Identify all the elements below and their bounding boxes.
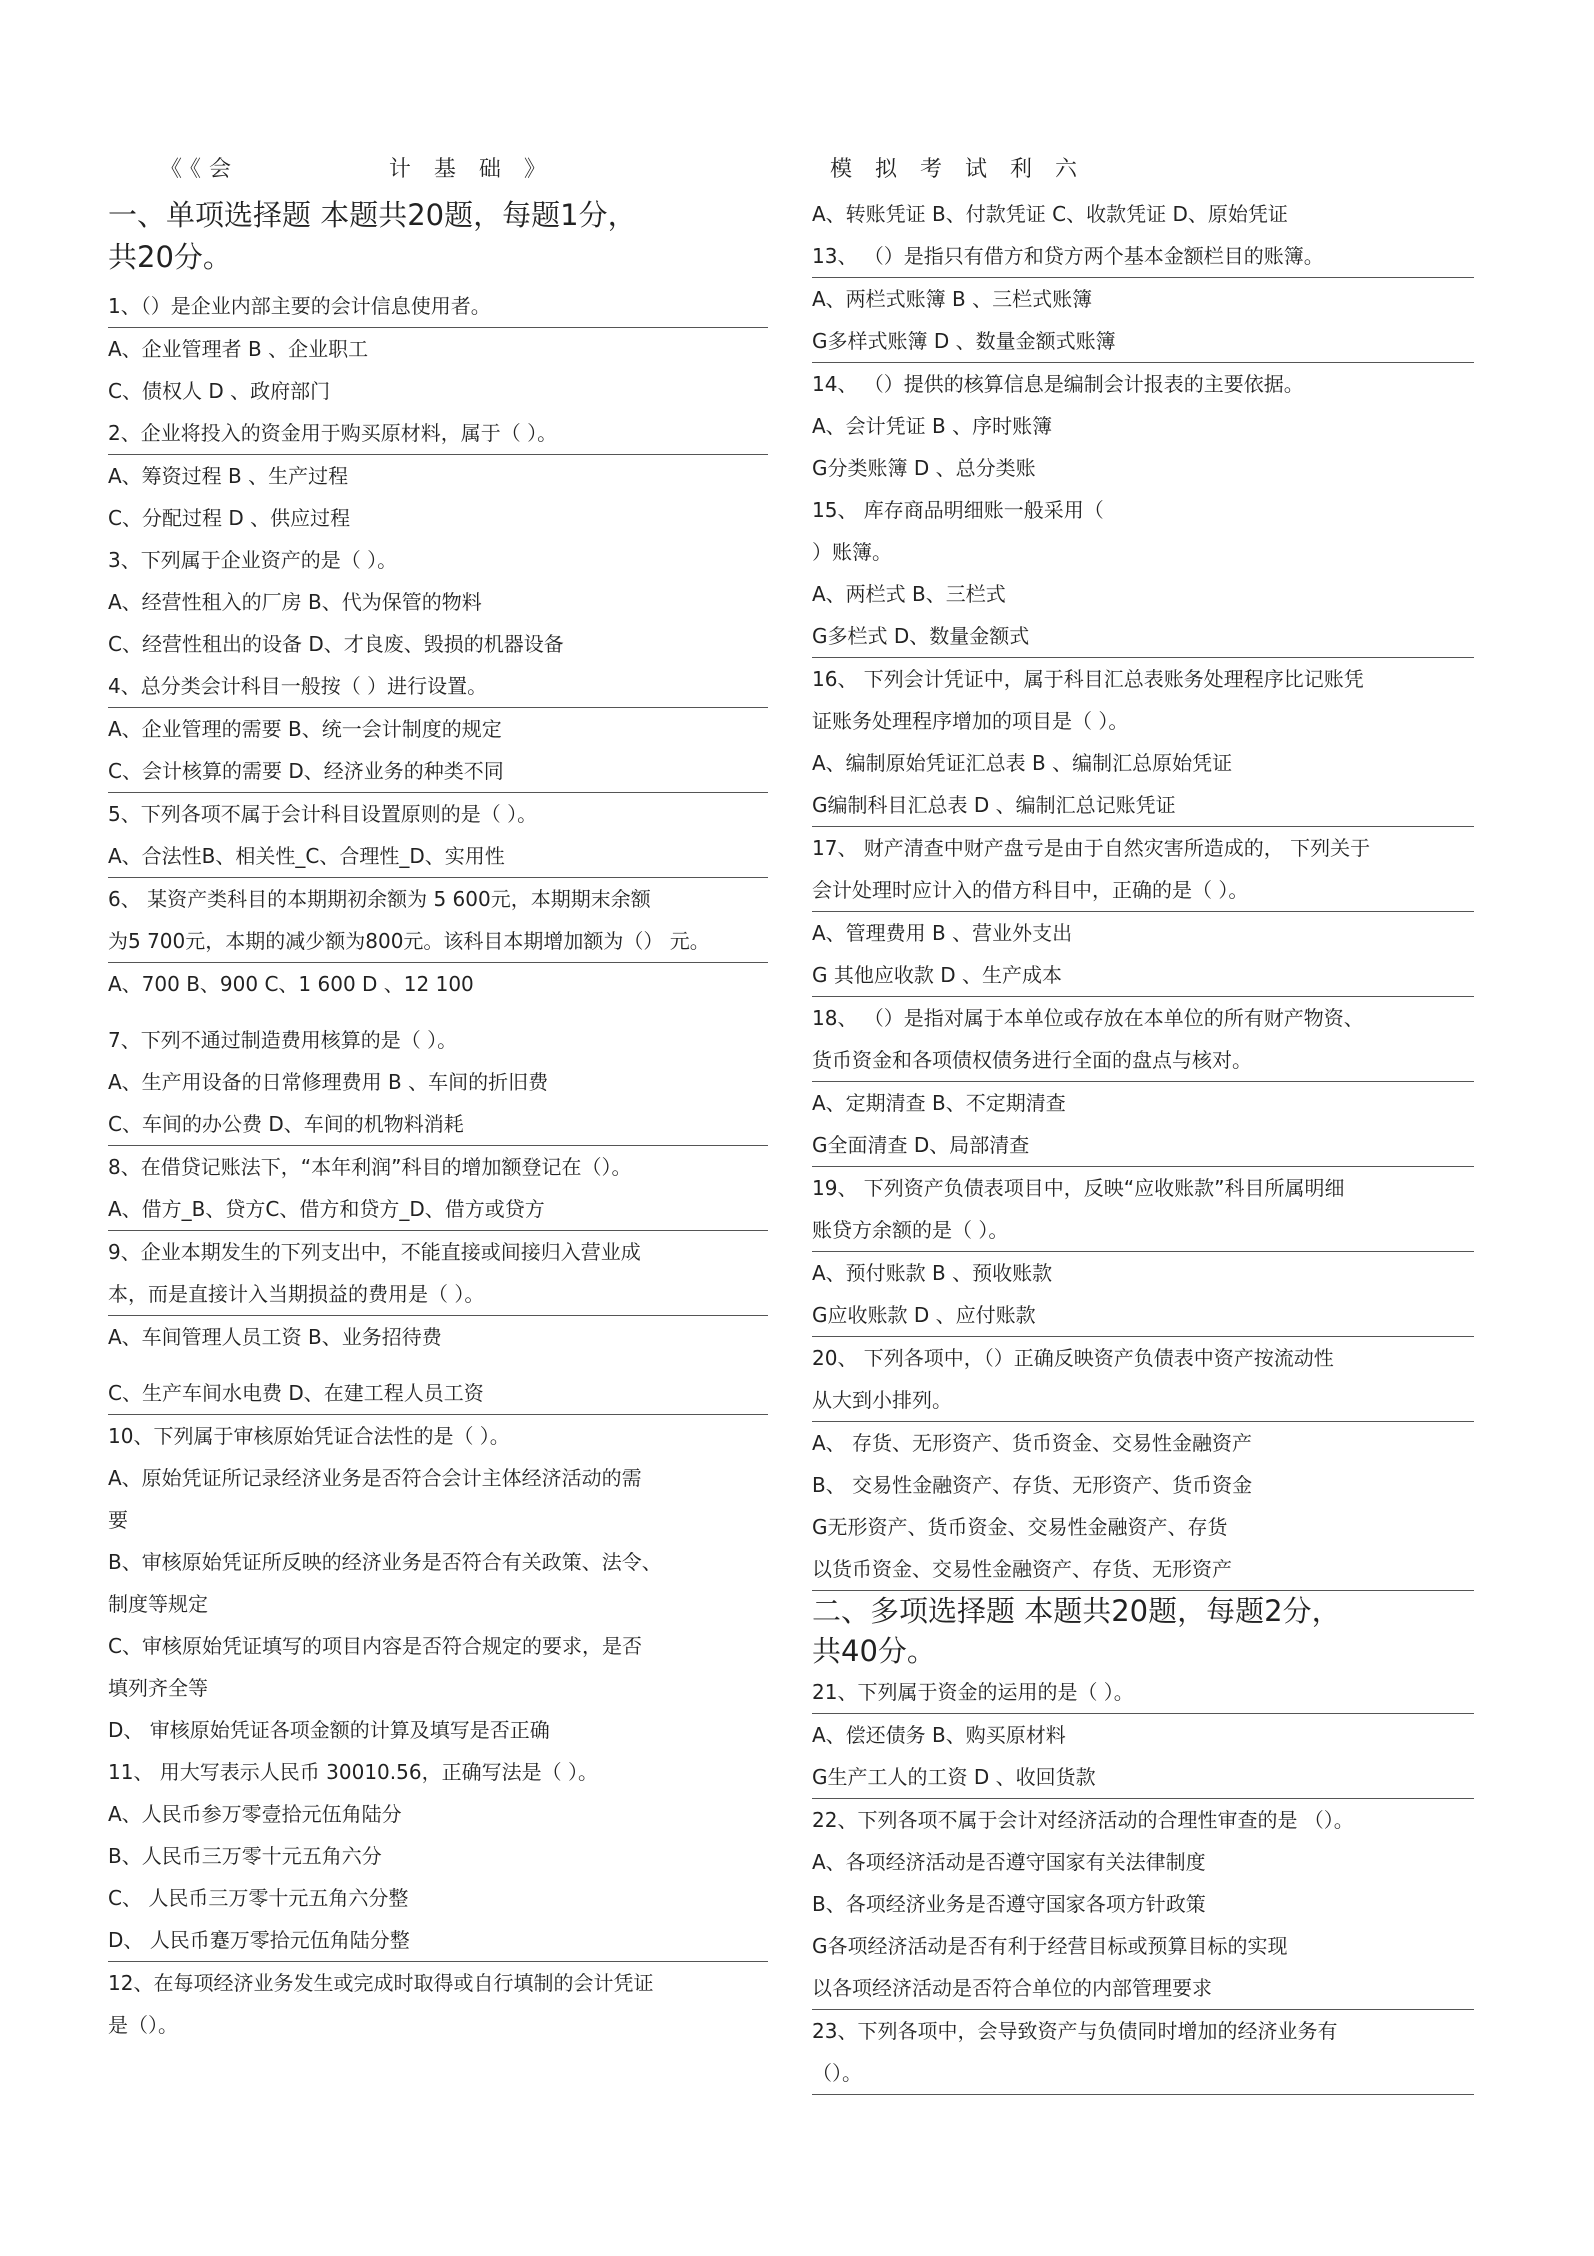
question-line: 14、 （）提供的核算信息是编制会计报表的主要依据。 xyxy=(812,372,1304,396)
question-line: 3、下列属于企业资产的是（ ）。 xyxy=(108,548,398,572)
option-line: G多栏式 D、数量金额式 xyxy=(812,615,1474,658)
option-line: 以货币资金、交易性金融资产、存货、无形资产 xyxy=(812,1548,1474,1591)
option-line: A、定期清查 B、不定期清查 xyxy=(812,1091,1066,1115)
option-line: A、企业管理者 B 、企业职工 xyxy=(108,337,369,361)
option-line: 填列齐全等 xyxy=(108,1676,208,1700)
question-line: 会计处理时应计入的借方科目中，正确的是（ ）。 xyxy=(812,869,1474,912)
header-title-right: 模 拟 考 试 利 六 xyxy=(830,157,1085,182)
question-line: 13、 （）是指只有借方和贷方两个基本金额栏目的账簿。 xyxy=(812,235,1474,278)
option-line: B、人民币三万零十元五角六分 xyxy=(108,1844,382,1868)
option-line: G无形资产、货币资金、交易性金融资产、存货 xyxy=(812,1515,1228,1539)
question-line: 21、下列属于资金的运用的是（ ）。 xyxy=(812,1671,1474,1714)
question-line: 11、 用大写表示人民币 30010.56，正确写法是（ ）。 xyxy=(108,1760,598,1784)
option-line: C、审核原始凭证填写的项目内容是否符合规定的要求，是否 xyxy=(108,1634,642,1658)
option-line: A、 存货、无形资产、货币资金、交易性金融资产 xyxy=(812,1431,1253,1455)
option-line: G应收账款 D 、应付账款 xyxy=(812,1294,1474,1337)
question-line: 1、（）是企业内部主要的会计信息使用者。 xyxy=(108,285,768,328)
option-line: C、生产车间水电费 D、在建工程人员工资 xyxy=(108,1372,768,1415)
option-line: D、 审核原始凭证各项金额的计算及填写是否正确 xyxy=(108,1718,550,1742)
option-line: B、 交易性金融资产、存货、无形资产、货币资金 xyxy=(812,1473,1253,1497)
option-line: G分类账簿 D 、总分类账 xyxy=(812,456,1036,480)
question-line: 7、下列不通过制造费用核算的是（ ）。 xyxy=(108,1028,458,1052)
option-line: 要 xyxy=(108,1508,128,1532)
question-line: 23、下列各项中，会导致资产与负债同时增加的经济业务有 xyxy=(812,2019,1338,2043)
question-line: 12、在每项经济业务发生或完成时取得或自行填制的会计凭证 xyxy=(108,1971,654,1995)
option-line: A、管理费用 B 、营业外支出 xyxy=(812,921,1073,945)
option-line: A、原始凭证所记录经济业务是否符合会计主体经济活动的需 xyxy=(108,1466,642,1490)
option-line: C、分配过程 D 、供应过程 xyxy=(108,506,351,530)
question-line: 2、企业将投入的资金用于购买原材料，属于（ ）。 xyxy=(108,412,768,455)
question-line: 18、 （）是指对属于本单位或存放在本单位的所有财产物资、 xyxy=(812,1006,1364,1030)
question-line: 5、下列各项不属于会计科目设置原则的是（ ）。 xyxy=(108,802,538,826)
section-subtitle-multiple-choice: 共40分。 xyxy=(812,1634,936,1668)
option-line: C、会计核算的需要 D、经济业务的种类不同 xyxy=(108,750,768,793)
question-line: 为5 700元，本期的减少额为800元。该科目本期增加额为（） 元。 xyxy=(108,920,768,963)
option-line: G编制科目汇总表 D 、编制汇总记账凭证 xyxy=(812,784,1474,827)
section-title-single-choice: 一、单项选择题 本题共20题，每题1分， xyxy=(108,198,637,232)
question-line: 10、下列属于审核原始凭证合法性的是（ ）。 xyxy=(108,1424,510,1448)
option-line: D、 人民币蹇万零拾元伍角陆分整 xyxy=(108,1919,768,1962)
option-line: 制度等规定 xyxy=(108,1592,208,1616)
option-line: A、人民币参万零壹拾元伍角陆分 xyxy=(108,1802,402,1826)
option-line: A、车间管理人员工资 B、业务招待费 xyxy=(108,1325,442,1349)
option-line: A、两栏式账簿 B 、三栏式账簿 xyxy=(812,287,1093,311)
option-line: A、合法性B、相关性_C、合理性_D、实用性 xyxy=(108,835,768,878)
option-line: A、700 B、900 C、1 600 D 、12 100 xyxy=(108,972,474,996)
option-line: A、企业管理的需要 B、统一会计制度的规定 xyxy=(108,717,502,741)
header-title-left: 《《会 计 基 础 》 xyxy=(160,157,554,182)
option-line: A、各项经济活动是否遵守国家有关法律制度 xyxy=(812,1850,1206,1874)
question-line: 16、 下列会计凭证中，属于科目汇总表账务处理程序比记账凭 xyxy=(812,667,1364,691)
option-line: C、经营性租出的设备 D、才良废、毁损的机器设备 xyxy=(108,632,564,656)
question-line: 19、 下列资产负债表项目中，反映“应收账款”科目所属明细 xyxy=(812,1176,1345,1200)
option-line: A、借方_B、贷方C、借方和贷方_D、借方或贷方 xyxy=(108,1188,768,1231)
option-line: B、各项经济业务是否遵守国家各项方针政策 xyxy=(812,1892,1206,1916)
section-subtitle-single-choice: 共20分。 xyxy=(108,240,232,274)
question-line: 15、 库存商品明细账一般采用（ xyxy=(812,498,1104,522)
option-line: A、两栏式 B、三栏式 xyxy=(812,582,1006,606)
option-line: G 其他应收款 D 、生产成本 xyxy=(812,954,1474,997)
option-line: 以各项经济活动是否符合单位的内部管理要求 xyxy=(812,1967,1474,2010)
option-line: A、经营性租入的厂房 B、代为保管的物料 xyxy=(108,590,482,614)
option-line: A、生产用设备的日常修理费用 B 、车间的折旧费 xyxy=(108,1070,549,1094)
option-line: B、审核原始凭证所反映的经济业务是否符合有关政策、法令、 xyxy=(108,1550,662,1574)
option-line: G全面清查 D、局部清查 xyxy=(812,1124,1474,1167)
question-line: 4、总分类会计科目一般按（ ）进行设置。 xyxy=(108,665,768,708)
option-line: A、筹资过程 B 、生产过程 xyxy=(108,464,349,488)
question-line: ）账簿。 xyxy=(812,540,892,564)
option-line: A、编制原始凭证汇总表 B 、编制汇总原始凭证 xyxy=(812,751,1233,775)
question-line: 本，而是直接计入当期损益的费用是（ ）。 xyxy=(108,1273,768,1316)
option-line: A、预付账款 B 、预收账款 xyxy=(812,1261,1053,1285)
option-line: C、车间的办公费 D、车间的机物料消耗 xyxy=(108,1103,768,1146)
question-line: 8、在借贷记账法下，“本年利润”科目的增加额登记在（）。 xyxy=(108,1155,632,1179)
question-line: 账贷方余额的是（ ）。 xyxy=(812,1209,1474,1252)
option-line: A、会计凭证 B 、序时账簿 xyxy=(812,414,1053,438)
question-line: 9、企业本期发生的下列支出中，不能直接或间接归入营业成 xyxy=(108,1240,641,1264)
question-line: 证账务处理程序增加的项目是（ ）。 xyxy=(812,709,1129,733)
question-line: 是（）。 xyxy=(108,2013,178,2037)
option-line: C、债权人 D 、政府部门 xyxy=(108,379,331,403)
option-line: A、偿还债务 B、购买原材料 xyxy=(812,1723,1066,1747)
option-line: G生产工人的工资 D 、收回货款 xyxy=(812,1756,1474,1799)
left-column xyxy=(108,193,768,2046)
question-line: 6、 某资产类科目的本期期初余额为 5 600元，本期期末余额 xyxy=(108,887,651,911)
option-line: G各项经济活动是否有利于经营目标或预算目标的实现 xyxy=(812,1934,1288,1958)
question-line: 17、 财产清查中财产盘亏是由于自然灾害所造成的， 下列关于 xyxy=(812,836,1371,860)
option-line: A、转账凭证 B、付款凭证 C、收款凭证 D、原始凭证 xyxy=(812,202,1288,226)
question-line: 货币资金和各项债权债务进行全面的盘点与核对。 xyxy=(812,1039,1474,1082)
right-column xyxy=(812,193,1474,2095)
option-line: C、 人民币三万零十元五角六分整 xyxy=(108,1886,409,1910)
question-line: 22、下列各项不属于会计对经济活动的合理性审查的是 （）。 xyxy=(812,1808,1354,1832)
question-line: 20、 下列各项中，（）正确反映资产负债表中资产按流动性 xyxy=(812,1346,1334,1370)
section-title-multiple-choice: 二、多项选择题 本题共20题，每题2分， xyxy=(812,1594,1341,1628)
question-line: 从大到小排列。 xyxy=(812,1379,1474,1422)
question-line: （）。 xyxy=(812,2052,1474,2095)
option-line: G多样式账簿 D 、数量金额式账簿 xyxy=(812,320,1474,363)
